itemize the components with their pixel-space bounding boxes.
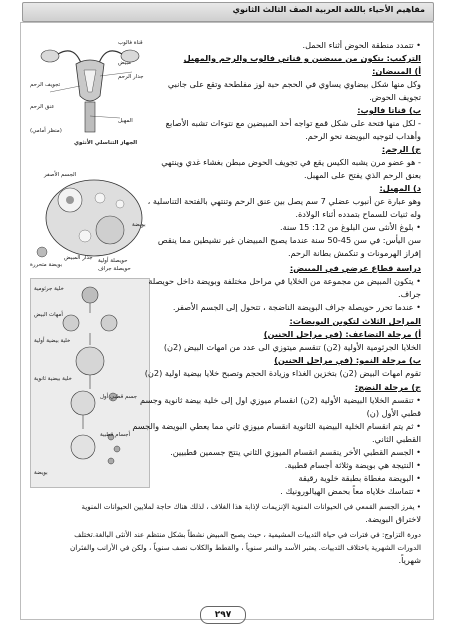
- oogenesis-diagram: [31, 279, 149, 487]
- text-line: سن اليأس: في سن 45-50 سنة عندما يصبح المبيضان غير نشيطين مما ينقص: [157, 235, 421, 245]
- text-line: دورة التزاوج: في فترات في حياة الثدييات المشيمية ، حيث يصبح المبيض نشطاً بشكل منتظم عند الأنثى البالغة.تختلف: [74, 530, 421, 539]
- text-line: لاختراق البويضة.: [365, 514, 421, 524]
- text-line: • يفرز الجسم القمعي في الحيوانات المنوية الإنزيمات لإذابة هذا الغلاف ، لذلك هناك حاجة لملايين الحيوانات المنوية: [81, 502, 421, 511]
- text-line: بعنق الرحم الذي يفتح على المهبل.: [304, 170, 421, 180]
- section-heading: ج) مرحلة النضج:: [354, 382, 421, 392]
- text-line: • النتيجة هي بويضة وثلاثة أجسام قطبية.: [284, 460, 421, 470]
- label-oogonia: أمهات البيض: [34, 312, 63, 318]
- section-heading: ب) مرحلة النمو: (في مراحل الجنين): [274, 355, 421, 365]
- oogenesis-figure: [30, 278, 150, 488]
- label-polar-bodies: أجسام قطبية: [100, 432, 131, 438]
- ovary-diagram: [30, 170, 148, 268]
- page-number: ٢٩٧: [200, 606, 246, 624]
- text-line: شهرياً.: [398, 555, 421, 565]
- label-primary-follicle: حويصلة أولية: [98, 258, 128, 264]
- section-heading: د) المهبل:: [379, 183, 421, 193]
- text-line: الخلايا الجرثومية الأولية (2ن) تنقسم ميتوزي الى عدد من امهات البيض (2ن): [163, 342, 421, 352]
- text-line: وأهداب لتوجيه البويضة نحو الرحم.: [305, 131, 421, 141]
- label-secondary-oocyte: خلية بيضية ثانوية: [34, 376, 72, 382]
- text-line: جراف.: [398, 289, 421, 299]
- text-line: قطبي الأول (ن): [366, 408, 421, 418]
- label-uterus-cavity: تجويف الرحم: [30, 82, 61, 88]
- label-ovary: مبيض: [118, 60, 132, 66]
- section-heading: التركيب: يتكون من مبيضين و قناتي فالوب والرحم والمهبل: [183, 53, 421, 63]
- label-vagina: المهبل: [118, 118, 133, 124]
- label-polar-body-1: جسم قطبي أول: [100, 394, 138, 400]
- text-line: • ثم يتم انقسام الخلية البيضية الثانوية انقسام ميوزي ثاني مما يعطي البويضة والجسم: [132, 421, 421, 431]
- text-line: تجويف الحوض.: [369, 92, 421, 102]
- text-line: • عندما تحرر حويصلة جراف البويضة الناضجة ، تتحول إلى الجسم الأصفر.: [172, 302, 421, 312]
- text-line: وهو عبارة عن أنبوب عضلي 7 سم يصل بين عنق الرحم وتنتهي بالفتحة التناسلية ،: [147, 196, 421, 206]
- text-line: الدورات الشهرية باختلاف الثدييات. يعتبر الأسد والنمر سنوياً ، والقطط والكلاب نصف سنوياً ، ولكن في الأرانب والفئران: [70, 543, 421, 552]
- section-heading: ب) قناتا فالوب:: [357, 105, 421, 115]
- text-line: • تتمدد منطقة الحوض أثناء الحمل.: [302, 40, 421, 50]
- text-line: • تنقسم الخلايا البيضية الأولية (2ن) انقسام ميوزي اول إلى خلية بيضة ثانوية وجسم: [140, 395, 421, 405]
- section-heading: المراحل الثلاث لتكوين البويضات:: [289, 316, 421, 326]
- label-uterus-lining: جدار الرحم: [118, 74, 144, 80]
- section-heading: أ) المبيضان:: [372, 66, 421, 76]
- text-line: تقوم امهات البيض (2ن) بتخزين الغذاء وزيادة الحجم وتصبح خلايا بيضية اولية (2ن): [144, 368, 421, 378]
- section-heading: أ) مرحلة التضاعف: (في مراحل الجنين): [263, 329, 421, 339]
- label-mature-follicle: حويصلة جراف: [98, 266, 131, 272]
- ovary-section-figure: [30, 170, 148, 268]
- label-fallopian: قناة فالوب: [118, 40, 143, 46]
- label-corpus-luteum: الجسم الأصفر: [44, 172, 77, 178]
- label-ovulated-egg: بويضة متحررة: [30, 262, 63, 268]
- section-heading: دراسة قطاع عرضي في المبيض:: [289, 263, 421, 273]
- text-line: • بلوغ الأنثى سن البلوغ من 12: 15 سنة.: [280, 222, 421, 232]
- text-line: • يتكون المبيض من مجموعة من الخلايا في مراحل مختلفة وبويضة داخل حويصلة: [148, 276, 421, 286]
- text-line: • تتماسك خلاياه معاً بحمض الهيالورونيك .: [280, 486, 421, 496]
- text-line: - هو عضو مرن يشبه الكيس يقع في تجويف الحوض مبطن بغشاء غدي وينتهي: [161, 157, 421, 167]
- label-ovum-final: بويضة: [34, 470, 48, 476]
- text-line: • الجسم القطبي الأخر ينقسم انقسام الميوزي الثاني ينتج جسمين قطبيين.: [170, 447, 421, 457]
- text-line: وكل منها شكل بيضاوي يساوي في الحجم حبة لوز مفلطحة وتقع على جانبي: [167, 79, 421, 89]
- section-heading: ج) الرحم:: [381, 144, 421, 154]
- text-line: • البويضة مغطاة بطبقة خلوية رقيقة: [298, 473, 421, 483]
- text-line: القطبي الثاني.: [372, 434, 421, 444]
- text-line: - لكل منها فتحة على شكل قمع تواجه أحد المبيضين مع نتوءات تشبه الأصابع: [165, 118, 421, 128]
- label-front-view: (منظر أمامي): [30, 128, 62, 134]
- figure1-caption: الجهاز التناسلي الأنثوي: [74, 140, 138, 146]
- label-cervix: عنق الرحم: [30, 104, 55, 110]
- label-ovary-wall: جدار المبيض: [64, 255, 93, 261]
- label-ovum: بويضة: [132, 222, 146, 228]
- text-line: إفراز الهرمونات و تنكمش بطانة الرحم.: [287, 248, 421, 258]
- label-primary-oocyte: خلية بيضية أولية: [34, 338, 71, 344]
- header-title: مفاهيم الأحياء باللغة العربية الصف الثالث الثانوي: [232, 5, 425, 14]
- text-line: وله ثنيات للسماح بتمدده أثناء الولادة.: [295, 209, 421, 219]
- label-germ-cell: خلية جرثومية: [34, 286, 64, 292]
